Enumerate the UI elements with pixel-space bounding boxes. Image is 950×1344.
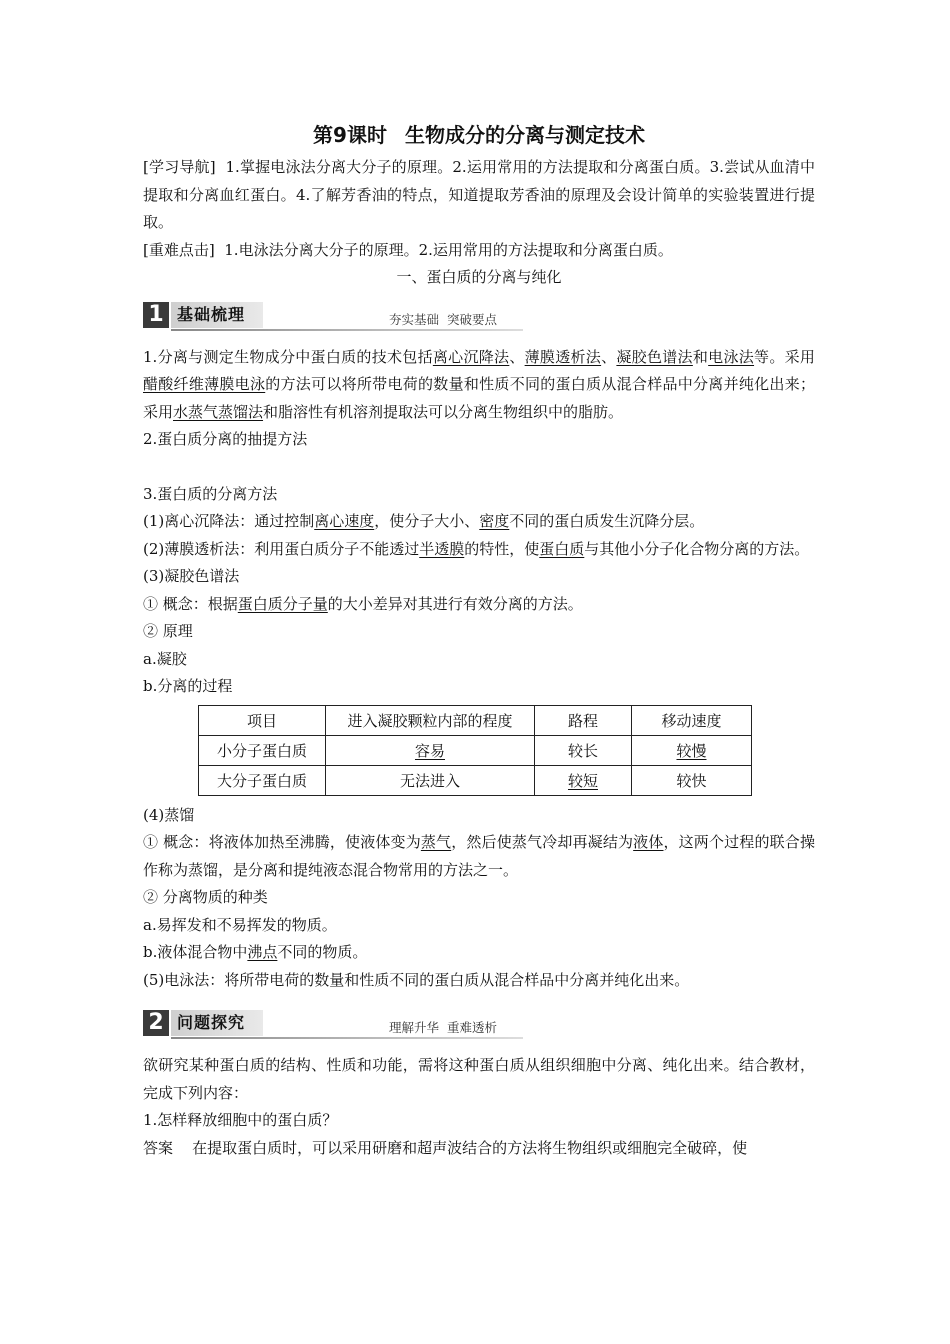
question-1: 1.怎样释放细胞中的蛋白质？ bbox=[143, 1111, 338, 1129]
paragraph-2: 2.蛋白质分离的抽提方法 bbox=[143, 430, 308, 448]
banner-label: 基础梳理 bbox=[177, 304, 246, 324]
underlined-answer: 醋酸纤维薄膜电泳 bbox=[143, 375, 266, 393]
section-banner-inquiry bbox=[143, 1008, 523, 1042]
table-row bbox=[199, 765, 752, 795]
section-banner-basics bbox=[143, 300, 523, 334]
banner-rule bbox=[171, 1037, 523, 1039]
answer-1 bbox=[143, 1135, 815, 1163]
guide-text: 1.掌握电泳法分离大分子的原理。2.运用常用的方法提取和分离蛋白质。3.尝试从血清中提取和分离血红蛋白。4.了解芳香油的特点，知道提取芳香油的原理及会设计简单的实验装置进行提取。 bbox=[143, 158, 815, 231]
inquiry-intro: 欲研究某种蛋白质的结构、性质和功能，需将这种蛋白质从组织细胞中分离、纯化出来。结合教材，完成下列内容： bbox=[143, 1056, 815, 1102]
underlined-answer: 薄膜透析法 bbox=[524, 347, 602, 366]
paragraph-3: 3.蛋白质的分离方法 bbox=[143, 484, 278, 503]
method-4: (4)蒸馏 bbox=[143, 805, 195, 824]
underlined-answer: 液体 bbox=[633, 833, 664, 851]
text: 等。采用 bbox=[754, 347, 815, 366]
answer-text: 在提取蛋白质时，可以采用研磨和超声波结合的方法将生物组织或细胞完全破碎，使 bbox=[192, 1138, 748, 1157]
banner-sub-2: 重难透析 bbox=[447, 1020, 498, 1035]
underlined-answer: 电泳法 bbox=[708, 347, 755, 366]
banner-number: 2 bbox=[143, 1010, 169, 1036]
underlined-answer: 凝胶色谱法 bbox=[616, 347, 693, 366]
table-header-row bbox=[199, 705, 752, 735]
banner-sub-2: 突破要点 bbox=[447, 311, 498, 327]
underlined-answer: 沸点 bbox=[247, 943, 278, 961]
method-5: (5)电泳法：将所带电荷的数量和性质不同的蛋白质从混合样品中分离并纯化出来。 bbox=[143, 970, 690, 989]
table-cell: 大分子蛋白质 bbox=[199, 765, 326, 795]
text: 不同的物质。 bbox=[277, 943, 368, 961]
banner-label: 问题探究 bbox=[177, 1013, 246, 1032]
banner-rule bbox=[171, 329, 523, 331]
table-cell: 无法进入 bbox=[326, 765, 535, 795]
method-2 bbox=[143, 536, 815, 564]
blank-space bbox=[143, 454, 815, 481]
table-cell: 小分子蛋白质 bbox=[199, 735, 326, 765]
table-header-cell: 路程 bbox=[535, 705, 632, 735]
section-heading: 一、蛋白质的分离与纯化 bbox=[396, 268, 562, 286]
underlined-answer: 离心沉降法 bbox=[432, 347, 510, 366]
table-header-cell: 移动速度 bbox=[632, 705, 752, 735]
banner-subtitle bbox=[389, 1018, 497, 1036]
key-points bbox=[143, 237, 815, 265]
text: ① 概念：将液体加热至沸腾，使液体变为 bbox=[143, 833, 421, 851]
method-4-kind-a: a.易挥发和不易挥发的物质。 bbox=[143, 915, 337, 934]
text: ，这两个过程的联合操作称为蒸馏，是分离和提纯液态混合物常用的方法之一。 bbox=[143, 833, 815, 879]
text: 的特性，使 bbox=[464, 539, 540, 558]
underlined-answer: 水蒸气蒸馏法 bbox=[173, 402, 264, 421]
key-tag: [重难点击] bbox=[143, 240, 215, 259]
underlined-answer: 较慢 bbox=[676, 741, 707, 760]
table-cell bbox=[535, 765, 632, 795]
banner-sub-1: 理解升华 bbox=[389, 1020, 440, 1035]
banner-sub-1: 夯实基础 bbox=[389, 311, 440, 327]
method-4-concept bbox=[143, 829, 815, 884]
text: 1.分离与测定生物成分中蛋白质的技术包括 bbox=[143, 347, 433, 366]
lesson-number: 第9课时 bbox=[313, 123, 387, 147]
text: 、 bbox=[601, 347, 617, 366]
text: 的大小差异对其进行有效分离的方法。 bbox=[327, 594, 583, 613]
text: 、 bbox=[509, 347, 525, 366]
text: ，使分子大小、 bbox=[374, 512, 480, 530]
table-cell: 较长 bbox=[535, 735, 632, 765]
text: ① 概念：根据 bbox=[143, 594, 238, 613]
text: 不同的蛋白质发生沉降分层。 bbox=[509, 512, 705, 530]
method-3: (3)凝胶色谱法 bbox=[143, 567, 240, 585]
learning-guide bbox=[143, 154, 815, 237]
text: (2)薄膜透析法：利用蛋白质分子不能透过 bbox=[143, 539, 420, 558]
method-1 bbox=[143, 508, 815, 536]
text: b.液体混合物中 bbox=[143, 943, 248, 961]
method-3-concept bbox=[143, 591, 815, 619]
underlined-answer: 密度 bbox=[479, 512, 510, 530]
document-page bbox=[143, 118, 815, 1162]
underlined-answer: 蛋白质分子量 bbox=[237, 594, 328, 613]
method-3-gel: a.凝胶 bbox=[143, 649, 187, 668]
answer-tag: 答案 bbox=[143, 1138, 174, 1157]
guide-tag: [学习导航] bbox=[143, 158, 216, 176]
text: 的方法可以将所带电荷的数量和性质不同的蛋白质从混合样品中分离并纯化出来；采用 bbox=[143, 375, 815, 421]
text: 和脂溶性有机溶剂提取法可以分离生物组织中的脂肪。 bbox=[263, 402, 624, 421]
underlined-answer: 蛋白质 bbox=[539, 539, 585, 558]
table-cell bbox=[632, 735, 752, 765]
method-4-kinds: ② 分离物质的种类 bbox=[143, 888, 268, 906]
banner-number: 1 bbox=[143, 302, 169, 328]
underlined-answer: 离心速度 bbox=[314, 512, 375, 530]
key-text: 1.电泳法分离大分子的原理。2.运用常用的方法提取和分离蛋白质。 bbox=[224, 240, 673, 259]
page-title bbox=[143, 118, 815, 152]
underlined-answer: 较短 bbox=[567, 771, 598, 790]
text: 与其他小分子化合物分离的方法。 bbox=[584, 539, 810, 558]
text: (1)离心沉降法：通过控制 bbox=[143, 512, 315, 530]
table-header-cell: 进入凝胶颗粒内部的程度 bbox=[326, 705, 535, 735]
table-cell bbox=[326, 735, 535, 765]
lesson-topic: 生物成分的分离与测定技术 bbox=[404, 123, 645, 147]
text: ，然后使蒸气冷却再凝结为 bbox=[451, 833, 634, 851]
method-4-kind-b bbox=[143, 939, 815, 967]
underlined-answer: 蒸气 bbox=[420, 833, 452, 851]
method-3-principle: ② 原理 bbox=[143, 622, 193, 640]
banner-subtitle bbox=[389, 310, 497, 328]
underlined-answer: 半透膜 bbox=[419, 539, 465, 558]
method-3-process: b.分离的过程 bbox=[143, 677, 233, 695]
paragraph-1 bbox=[143, 344, 815, 427]
separation-table bbox=[198, 705, 752, 796]
table-cell: 较快 bbox=[632, 765, 752, 795]
table-header-cell: 项目 bbox=[199, 705, 326, 735]
table-row bbox=[199, 735, 752, 765]
text: 和 bbox=[692, 347, 709, 366]
underlined-answer: 容易 bbox=[414, 741, 445, 760]
